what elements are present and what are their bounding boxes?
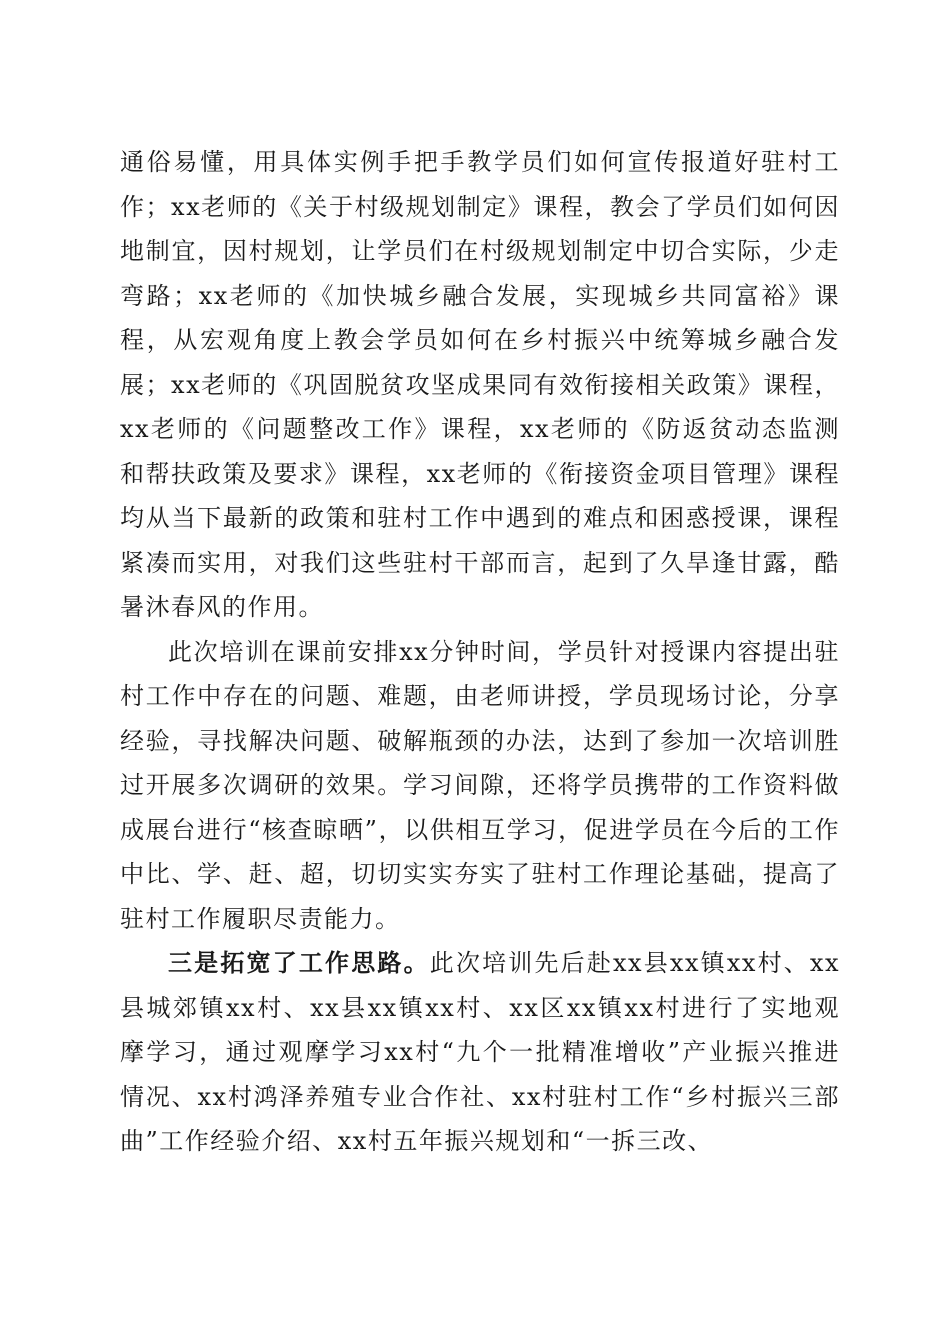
paragraph-course-summary: 通俗易懂，用具体实例手把手教学员们如何宣传报道好驻村工作；xx老师的《关于村级规划制定》课程，教会了学员们如何因地制宜，因村规划，让学员们在村级规划制定中切合实际，少走弯路；xx老师的《加快城乡融合发展，实现城乡共同富裕》课程，从宏观角度上教会学员如何在乡村振兴中统筹城乡融合发展；xx老师的《巩固脱贫攻坚成果同有效衔接相关政策》课程，xx老师的《问题整改工作》课程，xx老师的《防返贫动态监测和帮扶政策及要求》课程，xx老师的《衔接资金项目管理》课程均从当下最新的政策和驻村工作中遇到的难点和困惑授课，课程紧凑而实用，对我们这些驻村干部而言，起到了久旱逢甘露，酷暑沐春风的作用。 (120, 148, 840, 621)
paragraph-heading-broaden-thinking: 三是拓宽了工作思路。 (168, 948, 430, 977)
paragraph-body-broaden-thinking: 此次培训先后赴xx县xx镇xx村、xx县城郊镇xx村、xx县xx镇xx村、xx区xx镇xx村进行了实地观摩学习，通过观摩学习xx村“九个一批精准增收”产业振兴推进情况、xx村鸿泽养殖专业合作社、xx村驻村工作“乡村振兴三部曲”工作经验介绍、xx村五年振兴规划和“一拆三改、 (120, 949, 841, 1155)
paragraph-broaden-thinking (120, 941, 840, 1164)
document-body (120, 140, 840, 1164)
paragraph-pre-class-discussion: 此次培训在课前安排xx分钟时间，学员针对授课内容提出驻村工作中存在的问题、难题，由老师讲授，学员现场讨论，分享经验，寻找解决问题、破解瓶颈的办法，达到了参加一次培训胜过开展多次调研的效果。学习间隙，还将学员携带的工作资料做成展台进行“核查晾晒”，以供相互学习，促进学员在今后的工作中比、学、赶、超，切切实实夯实了驻村工作理论基础，提高了驻村工作履职尽责能力。 (120, 637, 840, 933)
